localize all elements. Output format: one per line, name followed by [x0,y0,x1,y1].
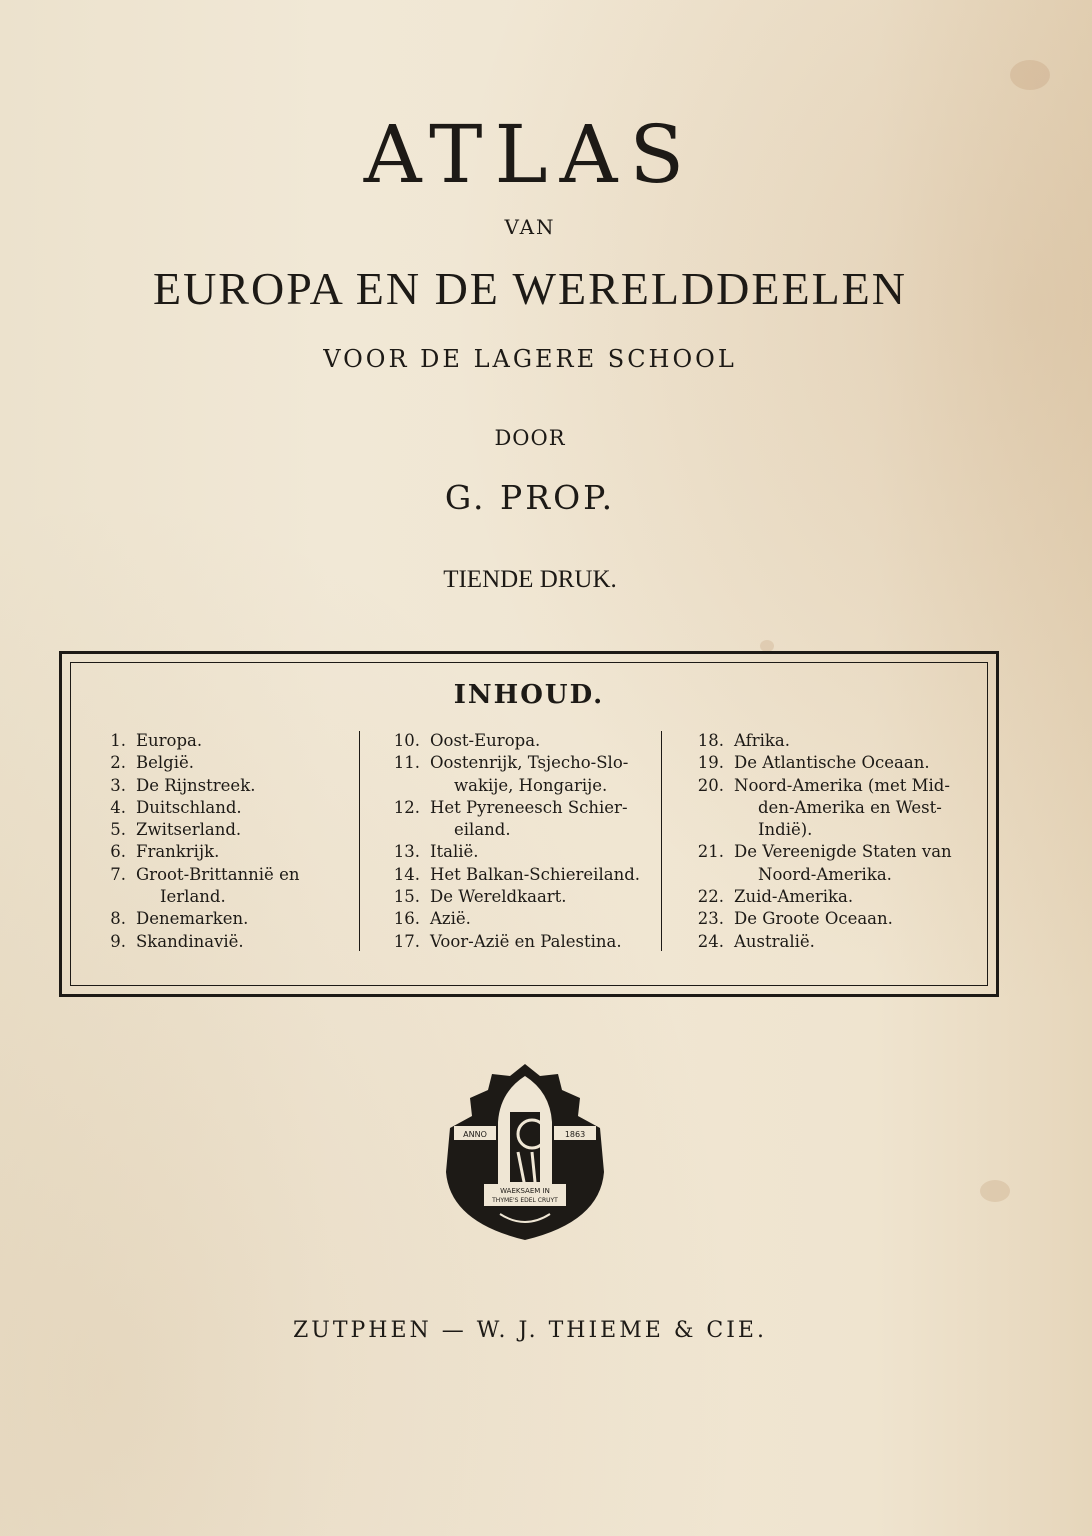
entry-title [136,752,370,774]
entry-title [734,908,968,930]
entry-number: 15. [393,887,420,907]
entry-title-line: Zuid-Amerika. [734,887,854,907]
entry-number: 13. [393,842,420,862]
author-name: G. PROP. [444,478,616,517]
contents-entry [90,908,370,930]
entry-number: 18. [697,731,724,750]
entry-title-line: den-Amerika en West- [758,797,942,817]
entry-title-line: Indië). [758,820,813,840]
entry-title [734,886,968,908]
entry-title [136,864,370,909]
entry-title [734,775,968,842]
entry-title-line: Frankrijk. [136,842,220,862]
entry-number: 5. [110,820,126,840]
entry-title [136,931,370,953]
entry-title-line: Noord-Amerika (met Mid- [734,775,950,795]
contents-entry [90,797,370,819]
entry-title [734,841,968,886]
entry-title-line: Duitschland. [136,797,242,817]
entry-number: 23. [697,909,724,929]
entry-title-line: Italië. [430,842,479,862]
entry-title [136,775,370,797]
publisher-line: ZUTPHEN — W. J. THIEME & CIE. [293,1318,767,1343]
entry-number: 9. [110,931,126,951]
entry-title-line: Zwitserland. [136,820,242,840]
contents-entry [688,841,968,886]
contents-entry [688,730,968,752]
contents-entry [90,775,370,797]
contents-entry [384,841,664,863]
entry-title-line: Azië. [430,909,471,929]
audience-line: VOOR DE LAGERE SCHOOL [323,345,737,373]
contents-entry [384,730,664,752]
contents-entry [384,908,664,930]
entry-title [430,797,664,842]
book-subtitle: EUROPA EN DE WERELDDEELEN [152,263,907,314]
contents-entry [384,886,664,908]
contents-entry [90,841,370,863]
contents-entry [90,931,370,953]
entry-number: 16. [393,909,420,929]
entry-number: 10. [393,731,420,750]
entry-title [136,797,370,819]
entry-title-line: Denemarken. [136,909,249,929]
entry-title-line: De Wereldkaart. [430,887,567,907]
entry-number: 11. [393,753,420,773]
paper-stain [980,1180,1010,1202]
contents-entry [384,752,664,797]
entry-title [734,931,968,953]
entry-title [430,886,664,908]
entry-title-line: Skandinavië. [136,931,244,951]
entry-title [430,931,664,953]
seal-anno: ANNO [463,1130,487,1139]
entry-title-line: Ierland. [160,887,226,907]
entry-title-line: wakije, Hongarije. [454,775,608,795]
entry-title-line: eiland. [454,820,511,840]
entry-number: 17. [393,931,420,951]
contents-entry [688,752,968,774]
entry-title-line: Oost-Europa. [430,731,541,750]
book-title: ATLAS [363,108,697,201]
paper-stain [1010,60,1050,90]
entry-title-line: Het Pyreneesch Schier- [430,797,628,817]
entry-title [734,730,968,752]
entry-title-line: De Atlantische Oceaan. [734,753,930,773]
contents-entry [688,775,968,842]
entry-title [136,841,370,863]
entry-number: 21. [697,842,724,862]
contents-heading: INHOUD. [453,680,605,710]
entry-title-line: Groot-Brittannië en [136,864,300,884]
contents-entry [688,886,968,908]
entry-title-line: Europa. [136,731,203,750]
entry-title-line: De Groote Oceaan. [734,909,893,929]
entry-title-line: Oostenrijk, Tsjecho-Slo- [430,753,629,773]
entry-title [430,908,664,930]
entry-title [136,819,370,841]
entry-number: 8. [110,909,126,929]
contents-entry [90,730,370,752]
seal-motto-line-1: WAEKSAEM IN [500,1187,550,1195]
entry-number: 1. [110,731,126,750]
entry-number: 19. [697,753,724,773]
entry-title [430,864,664,886]
entry-number: 20. [697,775,724,795]
entry-title-line: De Vereenigde Staten van [734,842,952,862]
contents-box [59,651,999,997]
entry-number: 7. [110,864,126,884]
entry-title-line: Afrika. [734,731,790,750]
entry-title [430,752,664,797]
seal-motto-line-2: THYME'S EDEL CRUYT [492,1197,558,1204]
entry-title [430,841,664,863]
entry-number: 24. [697,931,724,951]
entry-title-line: België. [136,753,195,773]
title-connector: VAN [504,215,556,239]
entry-number: 3. [110,775,126,795]
contents-entry [90,819,370,841]
entry-title-line: De Rijnstreek. [136,775,256,795]
entry-title [136,730,370,752]
seal-year: 1863 [564,1130,586,1139]
entry-title [734,752,968,774]
entry-title [430,730,664,752]
contents-column-2 [384,730,664,953]
entry-number: 6. [110,842,126,862]
entry-title [136,908,370,930]
contents-column-1 [90,730,370,953]
publisher-seal-icon [440,1062,610,1242]
contents-entry [384,797,664,842]
entry-title-line: Noord-Amerika. [758,864,892,884]
entry-number: 12. [393,797,420,817]
entry-number: 4. [110,797,126,817]
contents-entry [90,752,370,774]
by-line: DOOR [494,426,566,450]
contents-entry [688,931,968,953]
contents-entry [90,864,370,909]
entry-title-line: Australië. [734,931,815,951]
contents-entry [384,864,664,886]
entry-number: 22. [697,887,724,907]
contents-entry [384,931,664,953]
entry-number: 14. [393,864,420,884]
entry-title-line: Voor-Azië en Palestina. [430,931,622,951]
entry-title-line: Het Balkan-Schiereiland. [430,864,640,884]
contents-entry [688,908,968,930]
contents-column-3 [688,730,968,953]
edition-line: TIENDE DRUK. [443,566,617,593]
entry-number: 2. [110,753,126,773]
